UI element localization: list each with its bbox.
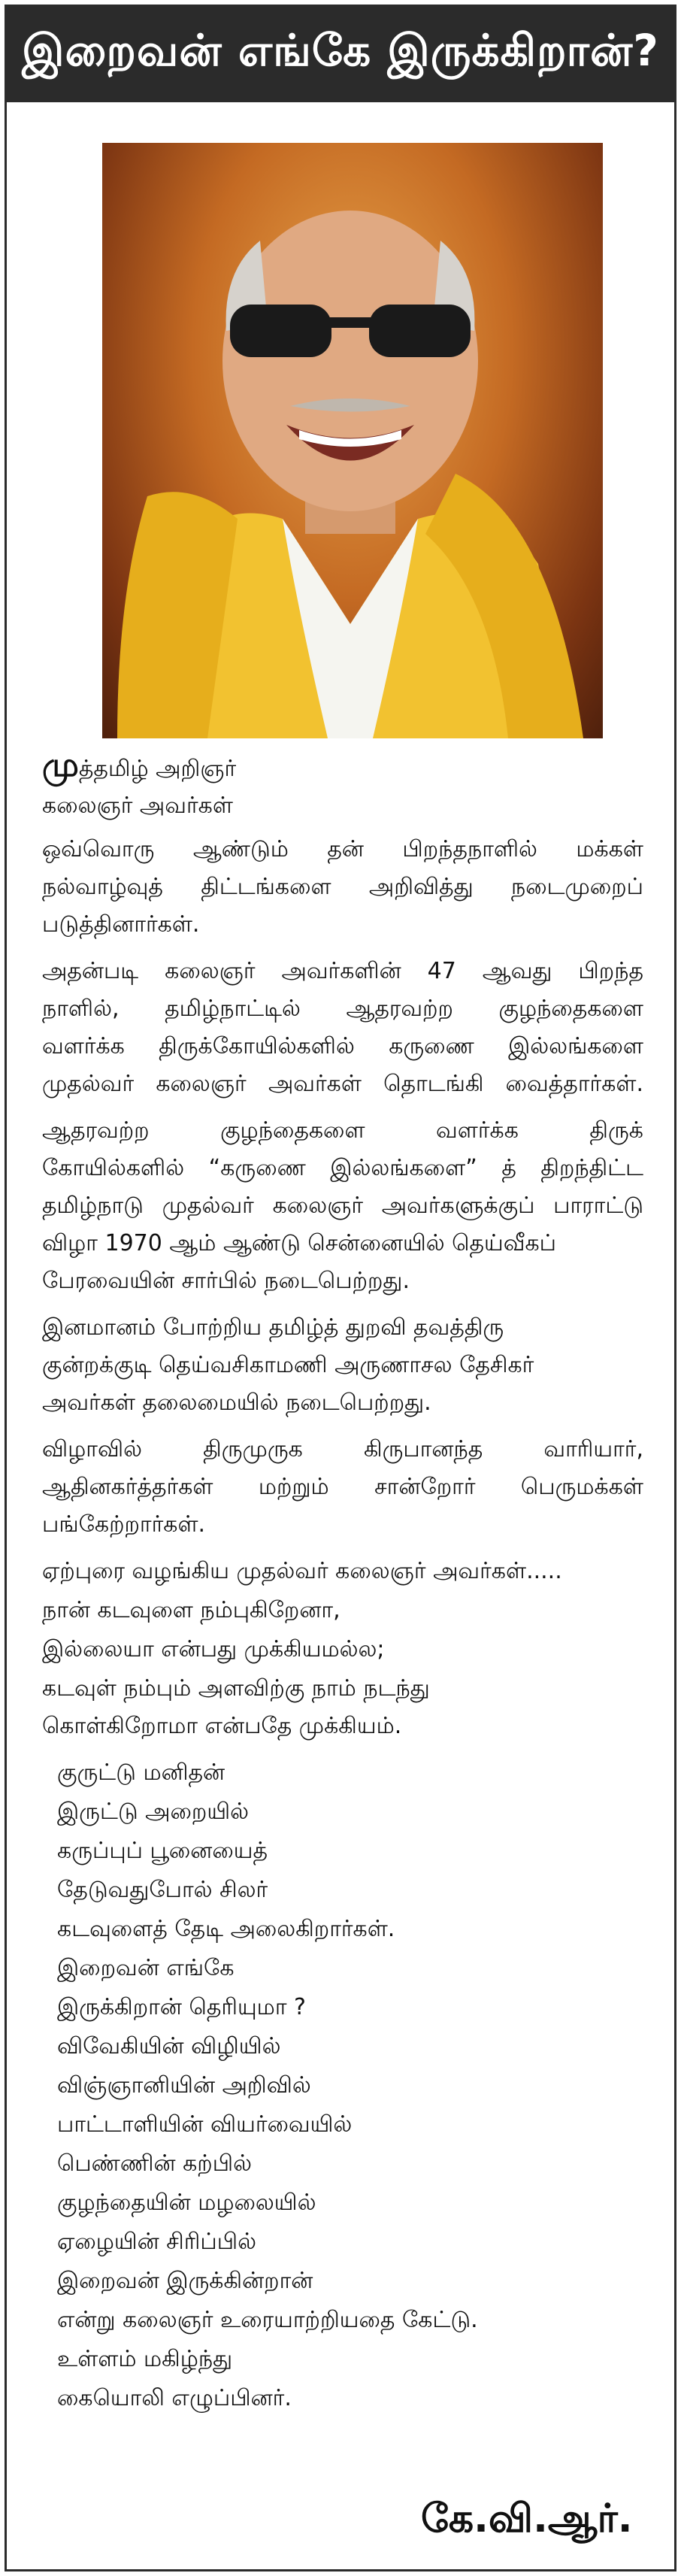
- article-line: பெண்ணின் கற்பில்: [57, 2150, 252, 2177]
- article-line: குழந்தையின் மழலையில்: [57, 2190, 316, 2216]
- article-line: விஞ்ஞானியின் அறிவில்: [57, 2072, 311, 2099]
- article-line: விழா 1970 ஆம் ஆண்டு சென்னையில் தெய்வீகப்: [42, 1230, 557, 1256]
- drop-cap: மு: [42, 746, 79, 784]
- article-line: நாளில், தமிழ்நாட்டில் ஆதரவற்ற குழந்தைகளை: [42, 996, 643, 1022]
- article-line: உள்ளம் மகிழ்ந்து: [57, 2346, 233, 2372]
- author-signature: கே.வி.ஆர்.: [421, 2496, 633, 2541]
- article-line: தமிழ்நாடு முதல்வர் கலைஞர் அவர்களுக்குப் பாராட்டு: [42, 1193, 643, 1219]
- portrait-photo: [102, 143, 603, 738]
- article-line: கடவுள் நம்பும் அளவிற்கு நாம் நடந்து: [42, 1675, 430, 1702]
- article-line: ஆதினகர்த்தர்கள் மற்றும் சான்றோர் பெருமக்கள்: [42, 1474, 643, 1500]
- article-line: ஏற்புரை வழங்கிய முதல்வர் கலைஞர் அவர்கள்.....: [42, 1558, 562, 1584]
- headline-text: இறைவன் எங்கே இருக்கிறான்?: [22, 25, 659, 76]
- article-line: ஒவ்வொரு ஆண்டும் தன் பிறந்தநாளில் மக்கள்: [42, 836, 643, 862]
- article-line: முத்தமிழ் அறிஞர்: [42, 746, 237, 784]
- article-line: இருட்டு அறையில்: [57, 1799, 250, 1825]
- article-line: குன்றக்குடி தெய்வசிகாமணி அருணாசல தேசிகர்: [42, 1352, 534, 1378]
- article-line: விழாவில் திருமுருக கிருபானந்த வாரியார்,: [42, 1436, 643, 1462]
- headline-banner: [5, 5, 676, 102]
- article-line: அதன்படி கலைஞர் அவர்களின் 47 ஆவது பிறந்த: [42, 958, 643, 984]
- article-line: முதல்வர் கலைஞர் அவர்கள் தொடங்கி வைத்தார்கள்.: [42, 1071, 643, 1097]
- article-line: இறைவன் எங்கே: [57, 1955, 235, 1981]
- portrait-illustration: [102, 143, 603, 738]
- article-line: கோயில்களில் “கருணை இல்லங்களை” த் திறந்திட்ட: [42, 1155, 643, 1181]
- article-line: நல்வாழ்வுத் திட்டங்களை அறிவித்து நடைமுறைப்: [42, 874, 643, 900]
- article-line: இல்லையா என்பது முக்கியமல்ல;: [42, 1636, 385, 1662]
- article-line: பேரவையின் சார்பில் நடைபெற்றது.: [42, 1268, 410, 1294]
- article-line: இருக்கிறான் தெரியுமா ?: [57, 1994, 306, 2020]
- article-line: பங்கேற்றார்கள்.: [42, 1511, 206, 1538]
- article-line: இனமானம் போற்றிய தமிழ்த் துறவி தவத்திரு: [42, 1314, 504, 1341]
- article-line: கலைஞர் அவர்கள்: [42, 792, 233, 819]
- article-line: கையொலி எழுப்பினர்.: [57, 2385, 292, 2411]
- article-line: கொள்கிறோமா என்பதே முக்கியம்.: [42, 1713, 402, 1739]
- article-line: கடவுளைத் தேடி அலைகிறார்கள்.: [57, 1916, 395, 1942]
- article-line: ஏழையின் சிரிப்பில்: [57, 2229, 256, 2255]
- article-line: படுத்தினார்கள்.: [42, 911, 200, 938]
- article-line: கருப்புப் பூனையைத்: [57, 1838, 268, 1864]
- article-line: ஆதரவற்ற குழந்தைகளை வளர்க்க திருக்: [42, 1117, 643, 1144]
- article-line: வளர்க்க திருக்கோயில்களில் கருணை இல்லங்களை: [42, 1033, 643, 1059]
- article-line: இறைவன் இருக்கின்றான்: [57, 2268, 313, 2294]
- article-line: குருட்டு மனிதன்: [57, 1759, 225, 1786]
- article-line: என்று கலைஞர் உரையாற்றியதை கேட்டு.: [57, 2307, 478, 2333]
- article-line: அவர்கள் தலைமையில் நடைபெற்றது.: [42, 1390, 431, 1416]
- article-line: நான் கடவுளை நம்புகிறேனா,: [42, 1597, 340, 1623]
- article-line: பாட்டாளியின் வியர்வையில்: [57, 2111, 353, 2138]
- article-line: விவேகியின் விழியில்: [57, 2033, 281, 2059]
- article-line: தேடுவதுபோல் சிலர்: [57, 1877, 268, 1903]
